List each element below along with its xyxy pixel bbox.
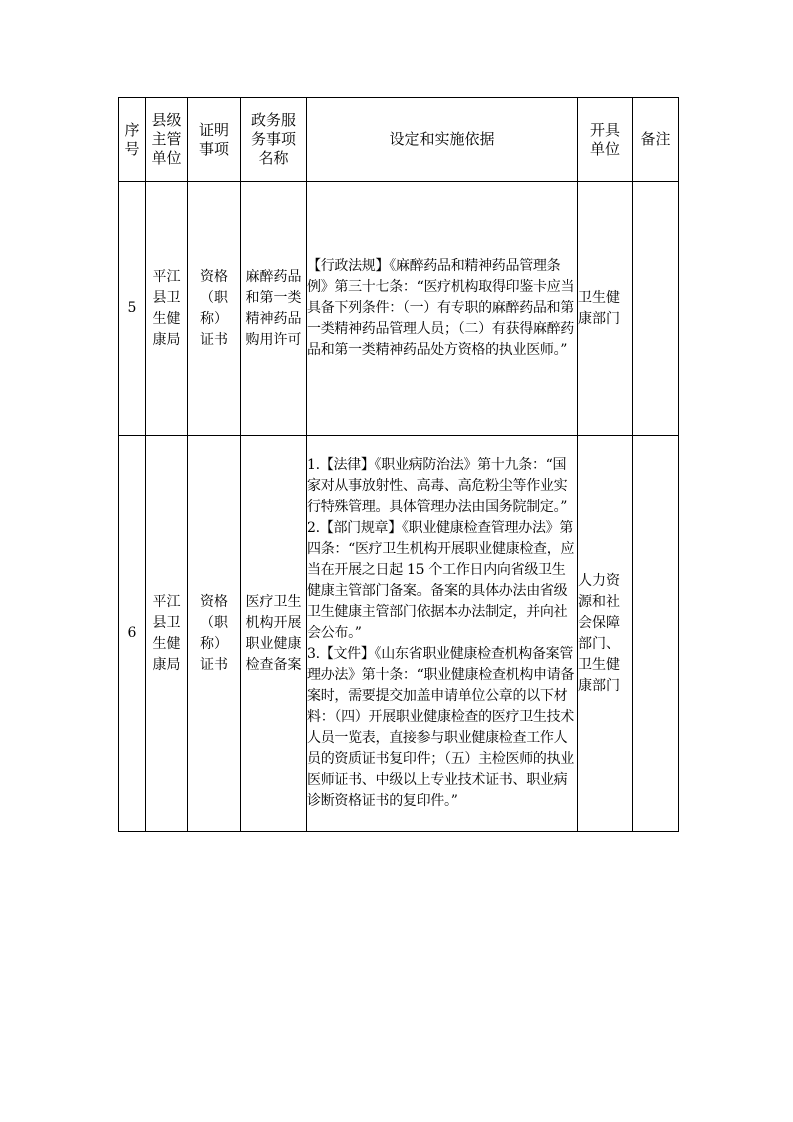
basis-paragraph: 2.【部门规章】《职业健康检查管理办法》第四条：“医疗卫生机构开展职业健康检查，应当在开展之日起 15 个工作日内向省级卫生健康主管部门备案。备案的具体办法由省级卫生健康主管部门依据本办法制定，并向社会公布。” bbox=[307, 520, 575, 641]
cell-cert-item: 资格（职称）证书 bbox=[188, 182, 241, 436]
certificate-matters-table bbox=[118, 97, 679, 832]
cell-issuer: 人力资源和社会保障部门、卫生健康部门 bbox=[578, 436, 633, 832]
header-remarks: 备注 bbox=[633, 98, 679, 182]
table-row bbox=[119, 436, 679, 832]
header-basis: 设定和实施依据 bbox=[307, 98, 578, 182]
cell-cert-item: 资格（职称）证书 bbox=[188, 436, 241, 832]
cell-seq: 5 bbox=[119, 182, 146, 436]
header-service-name: 政务服务事项名称 bbox=[241, 98, 307, 182]
header-issuer: 开具单位 bbox=[578, 98, 633, 182]
header-county-dept: 县级主管单位 bbox=[146, 98, 188, 182]
table-row bbox=[119, 182, 679, 436]
header-cert-item: 证明事项 bbox=[188, 98, 241, 182]
header-seq: 序号 bbox=[119, 98, 146, 182]
table-header-row bbox=[119, 98, 679, 182]
basis-paragraph: 3.【文件】《山东省职业健康检查机构备案管理办法》第十条：“职业健康检查机构申请备案时，需要提交加盖申请单位公章的以下材料：（四）开展职业健康检查的医疗卫生技术人员一览表，直接参与职业健康检查工作人员的资质证书复印件；（五）主检医师的执业医师证书、中级以上专业技术证书、职业病诊断资格证书的复印件。” bbox=[307, 646, 575, 809]
cell-county-dept: 平江县卫生健康局 bbox=[146, 182, 188, 436]
basis-paragraph: 【行政法规】《麻醉药品和精神药品管理条例》第三十七条：“医疗机构取得印鉴卡应当具备下列条件：（一）有专职的麻醉药品和第一类精神药品管理人员；（二）有获得麻醉药品和第一类精神药品处方资格的执业医师。” bbox=[307, 258, 575, 358]
cell-service-name: 麻醉药品和第一类精神药品购用许可 bbox=[241, 182, 307, 436]
basis-paragraph: 1.【法律】《职业病防治法》第十九条：“国家对从事放射性、高毒、高危粉尘等作业实行特殊管理。具体管理办法由国务院制定。” bbox=[307, 457, 568, 515]
cell-basis bbox=[307, 436, 578, 832]
cell-issuer: 卫生健康部门 bbox=[578, 182, 633, 436]
cell-remarks bbox=[633, 182, 679, 436]
cell-remarks bbox=[633, 436, 679, 832]
cell-service-name: 医疗卫生机构开展职业健康检查备案 bbox=[241, 436, 307, 832]
cell-seq: 6 bbox=[119, 436, 146, 832]
cell-county-dept: 平江县卫生健康局 bbox=[146, 436, 188, 832]
cell-basis bbox=[307, 182, 578, 436]
